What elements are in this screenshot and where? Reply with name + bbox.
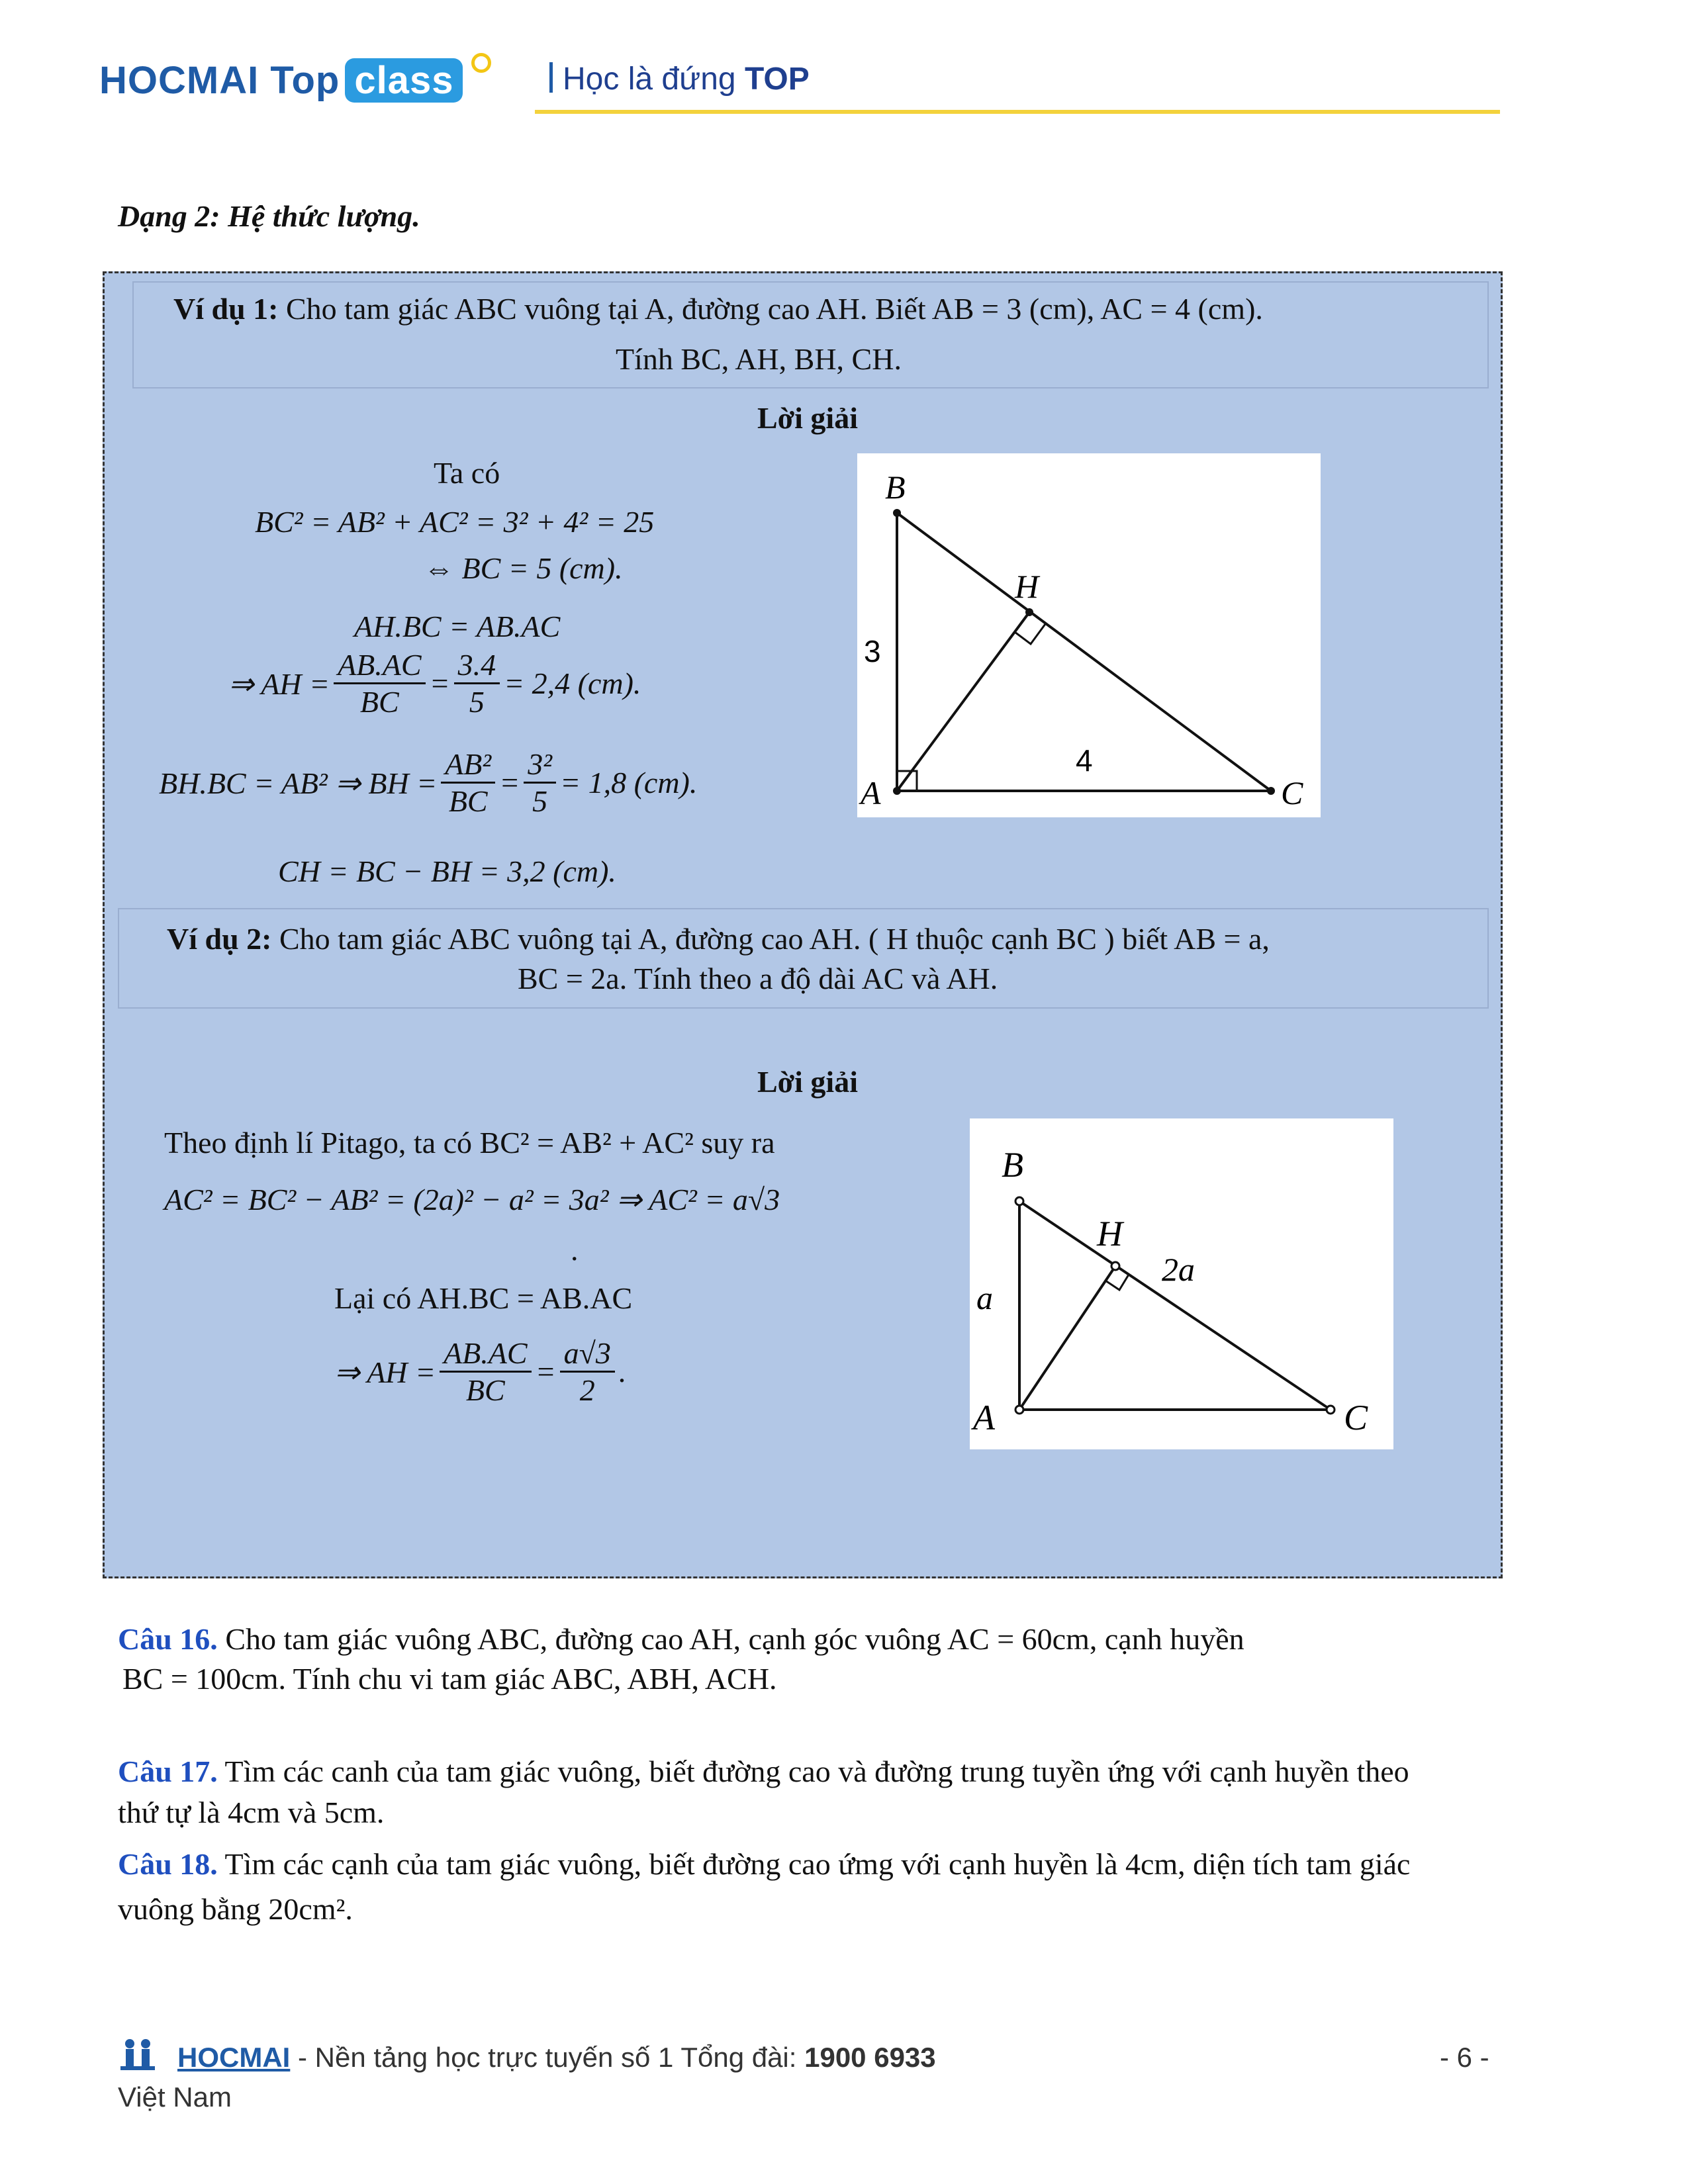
sol1-fraction-bh: BH.BC = AB² ⇒ BH = $\frac{\text{AB²}}{BC}$ = $\frac{\text{3²}}{5}$ = 1,8 (cm). <box>159 747 698 818</box>
point-a <box>893 787 901 795</box>
question-17: Câu 17. Tìm các canh của tam giác vuông, biết đường cao và đường trung tuyền ứng với cạnh huyền theo <box>118 1754 1409 1788</box>
logo-hocmai: HOCMAI <box>99 59 259 102</box>
sol2-fraction-ah: ⇒ AH = $\frac{AB.AC}{BC}$ = $\frac{a√3}{2}$ . <box>334 1336 627 1407</box>
logo-class: class <box>345 58 463 103</box>
point-b <box>1015 1197 1023 1205</box>
sol1-line: ⇔ BC = 5 (cm). <box>424 551 623 585</box>
label-b: B <box>1002 1145 1023 1185</box>
logo-top: Top <box>270 59 340 102</box>
altitude-ah <box>897 612 1029 791</box>
question-18-line2: vuông bằng 20cm². <box>118 1892 353 1926</box>
example1-line1: Ví dụ 1: Cho tam giác ABC vuông tại A, đường cao AH. Biết AB = 3 (cm), AC = 4 (cm). <box>173 292 1263 326</box>
example2-solution-title: Lời giải <box>757 1065 858 1099</box>
side-bc <box>1019 1201 1331 1410</box>
footer-country: Việt Nam <box>118 2081 232 2113</box>
sol2-line: Lại có AH.BC = AB.AC <box>334 1281 633 1315</box>
sol1-fraction-ah: ⇒ AH = $\frac{AB.AC}{BC}$ = $\frac{3.4}{5}$ = 2,4 (cm). <box>228 648 641 719</box>
point-h <box>1025 608 1033 616</box>
brand-logo <box>99 58 463 103</box>
sol2-line: Theo định lí Pitago, ta có BC² = AB² + AC² suy ra <box>164 1126 775 1160</box>
label-h: H <box>1097 1214 1123 1253</box>
question-17-line2: thứ tự là 4cm và 5cm. <box>118 1796 385 1829</box>
sol1-line: BC² = AB² + AC² = 3² + 4² = 25 <box>255 505 655 539</box>
example2-label: Ví dụ 2: <box>167 922 272 956</box>
footer-line: HOCMAI - Nền tảng học trực tuyến số 1 Tổng đài: 1900 6933 <box>177 2042 936 2073</box>
label-side-ab: a <box>976 1279 993 1316</box>
example1-triangle-figure <box>857 453 1321 817</box>
footer-brand-link[interactable]: HOCMAI <box>177 2042 291 2073</box>
question-16: Câu 16. Cho tam giác vuông ABC, đường cao AH, cạnh góc vuông AC = 60cm, cạnh huyền <box>118 1622 1244 1656</box>
example2-line2: BC = 2a. Tính theo a độ dài AC và AH. <box>518 962 998 995</box>
point-h <box>1111 1262 1119 1270</box>
point-a <box>1015 1406 1023 1414</box>
label-side-ac: 4 <box>1076 743 1093 778</box>
sol1-line: CH = BC − BH = 3,2 (cm). <box>278 854 616 888</box>
sol1-line: AH.BC = AB.AC <box>354 610 561 643</box>
example1-label: Ví dụ 1: <box>173 292 279 326</box>
label-a: A <box>973 1398 995 1437</box>
example2-line1: Ví dụ 2: Cho tam giác ABC vuông tại A, đường cao AH. ( H thuộc cạnh BC ) biết AB = a, <box>167 922 1270 956</box>
question-18: Câu 18. Tìm các cạnh của tam giác vuông, biết đường cao ứmg với cạnh huyền là 4cm, diện tích tam giác <box>118 1847 1411 1881</box>
sol2-line: . <box>571 1233 579 1267</box>
sol1-line: Ta có <box>434 456 500 490</box>
tagline-divider <box>549 62 553 93</box>
question-16-line2: BC = 100cm. Tính chu vi tam giác ABC, ABH, ACH. <box>122 1662 777 1696</box>
label-side-bc: 2a <box>1162 1251 1195 1288</box>
label-c: C <box>1344 1398 1368 1437</box>
point-c <box>1267 787 1275 795</box>
label-b: B <box>885 469 906 506</box>
example1-solution-title: Lời giải <box>757 401 858 435</box>
point-b <box>893 509 901 517</box>
section-title: Dạng 2: Hệ thức lượng. <box>118 199 420 233</box>
header-underline <box>535 110 1500 114</box>
example1-line2: Tính BC, AH, BH, CH. <box>616 342 902 376</box>
sol2-line: AC² = BC² − AB² = (2a)² − a² = 3a² ⇒ AC² = a√3 <box>164 1183 780 1216</box>
sun-icon <box>471 53 491 73</box>
point-c <box>1327 1406 1335 1414</box>
altitude-ah <box>1019 1266 1115 1410</box>
example2-triangle-figure <box>970 1118 1393 1449</box>
label-h: H <box>1015 568 1039 605</box>
label-side-ab: 3 <box>864 634 881 668</box>
label-c: C <box>1281 774 1303 811</box>
page-number: - 6 - <box>1440 2042 1489 2073</box>
footer-hotline: 1900 6933 <box>804 2042 936 2073</box>
hocmai-logo-icon <box>118 2037 158 2071</box>
label-a: A <box>861 774 881 811</box>
tagline: Học là đứng TOP <box>563 62 810 97</box>
